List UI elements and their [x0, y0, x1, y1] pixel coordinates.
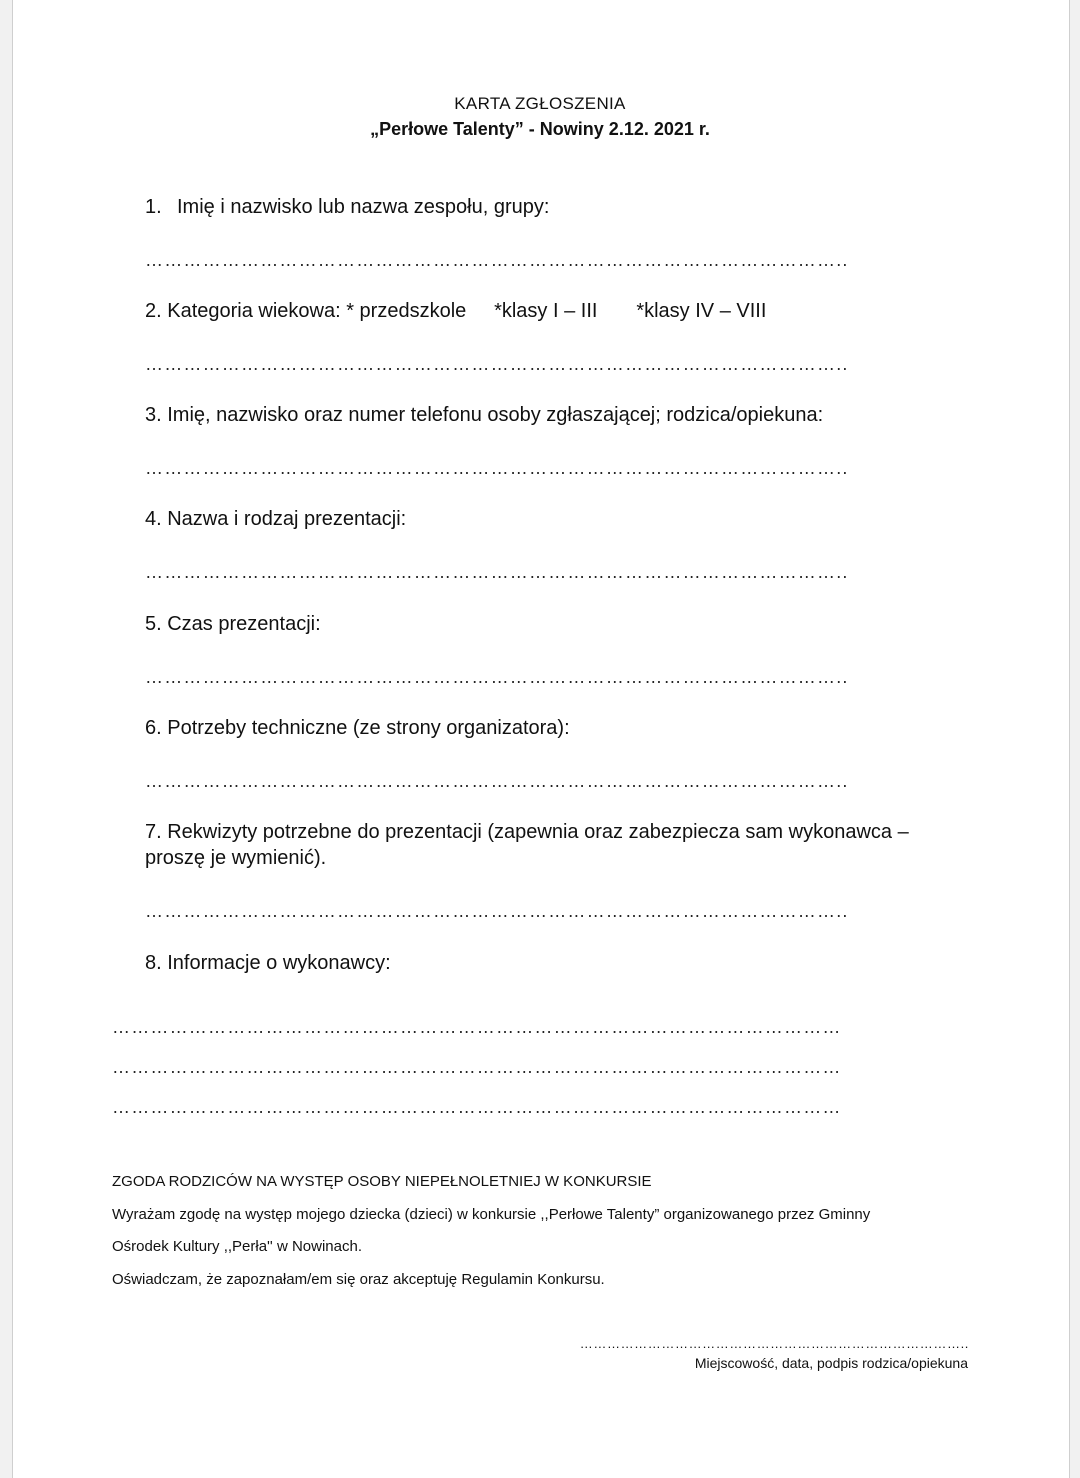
question-8-label: 8. Informacje o wykonawcy: [145, 952, 391, 974]
info-line-2[interactable]: …………………………………………………………………………………………………… [112, 1057, 842, 1077]
form-title: KARTA ZGŁOSZENIA [454, 94, 626, 113]
form-subtitle: „Perłowe Talenty” - Nowiny 2.12. 2021 r. [370, 119, 710, 139]
answer-line-2[interactable]: ……………………………………………………………………………………………….. [145, 354, 849, 374]
question-6-label: 6. Potrzeby techniczne (ze strony organizatora): [145, 717, 570, 739]
signature-caption: Miejscowość, data, podpis rodzica/opiekuna [694, 1355, 968, 1371]
question-2-label: 2. Kategoria wiekowa: * przedszkole *klasy I – III *klasy IV – VIII [145, 300, 767, 322]
answer-line-7[interactable]: ……………………………………………………………………………………………….. [145, 901, 849, 921]
question-1-label: Imię i nazwisko lub nazwa zespołu, grupy: [177, 196, 550, 218]
question-1 [145, 196, 549, 219]
answer-line-3[interactable]: ……………………………………………………………………………………………….. [145, 458, 849, 478]
question-7-label-line1: 7. Rekwizyty potrzebne do prezentacji (zapewnia oraz zabezpiecza sam wykonawca – [145, 821, 909, 843]
question-5-label: 5. Czas prezentacji: [145, 613, 321, 635]
answer-line-5[interactable]: ……………………………………………………………………………………………….. [145, 667, 849, 687]
answer-line-1[interactable]: ……………………………………………………………………………………………….. [145, 250, 849, 270]
question-7-label-line2: proszę je wymienić). [145, 847, 327, 869]
question-1-number: 1. [145, 196, 162, 218]
consent-statement: Oświadczam, że zapoznałam/em się oraz akceptuję Regulamin Konkursu. [112, 1271, 605, 1288]
signature-line[interactable]: ………………………………………………………………………….. [579, 1336, 969, 1351]
info-line-3[interactable]: …………………………………………………………………………………………………… [112, 1097, 842, 1117]
question-3-label: 3. Imię, nazwisko oraz numer telefonu osoby zgłaszającej; rodzica/opiekuna: [145, 404, 824, 426]
consent-text-line1: Wyrażam zgodę na występ mojego dziecka (dzieci) w konkursie ,,Perłowe Talenty” organizowanego przez Gminny [112, 1206, 871, 1223]
answer-line-6[interactable]: ……………………………………………………………………………………………….. [145, 771, 849, 791]
question-4-label: 4. Nazwa i rodzaj prezentacji: [145, 508, 407, 530]
consent-heading: ZGODA RODZICÓW NA WYSTĘP OSOBY NIEPEŁNOLETNIEJ W KONKURSIE [112, 1173, 652, 1190]
info-line-1[interactable]: …………………………………………………………………………………………………… [112, 1017, 842, 1037]
consent-text-line2: Ośrodek Kultury ,,Perła'' w Nowinach. [112, 1238, 362, 1255]
answer-line-4[interactable]: ……………………………………………………………………………………………….. [145, 562, 849, 582]
